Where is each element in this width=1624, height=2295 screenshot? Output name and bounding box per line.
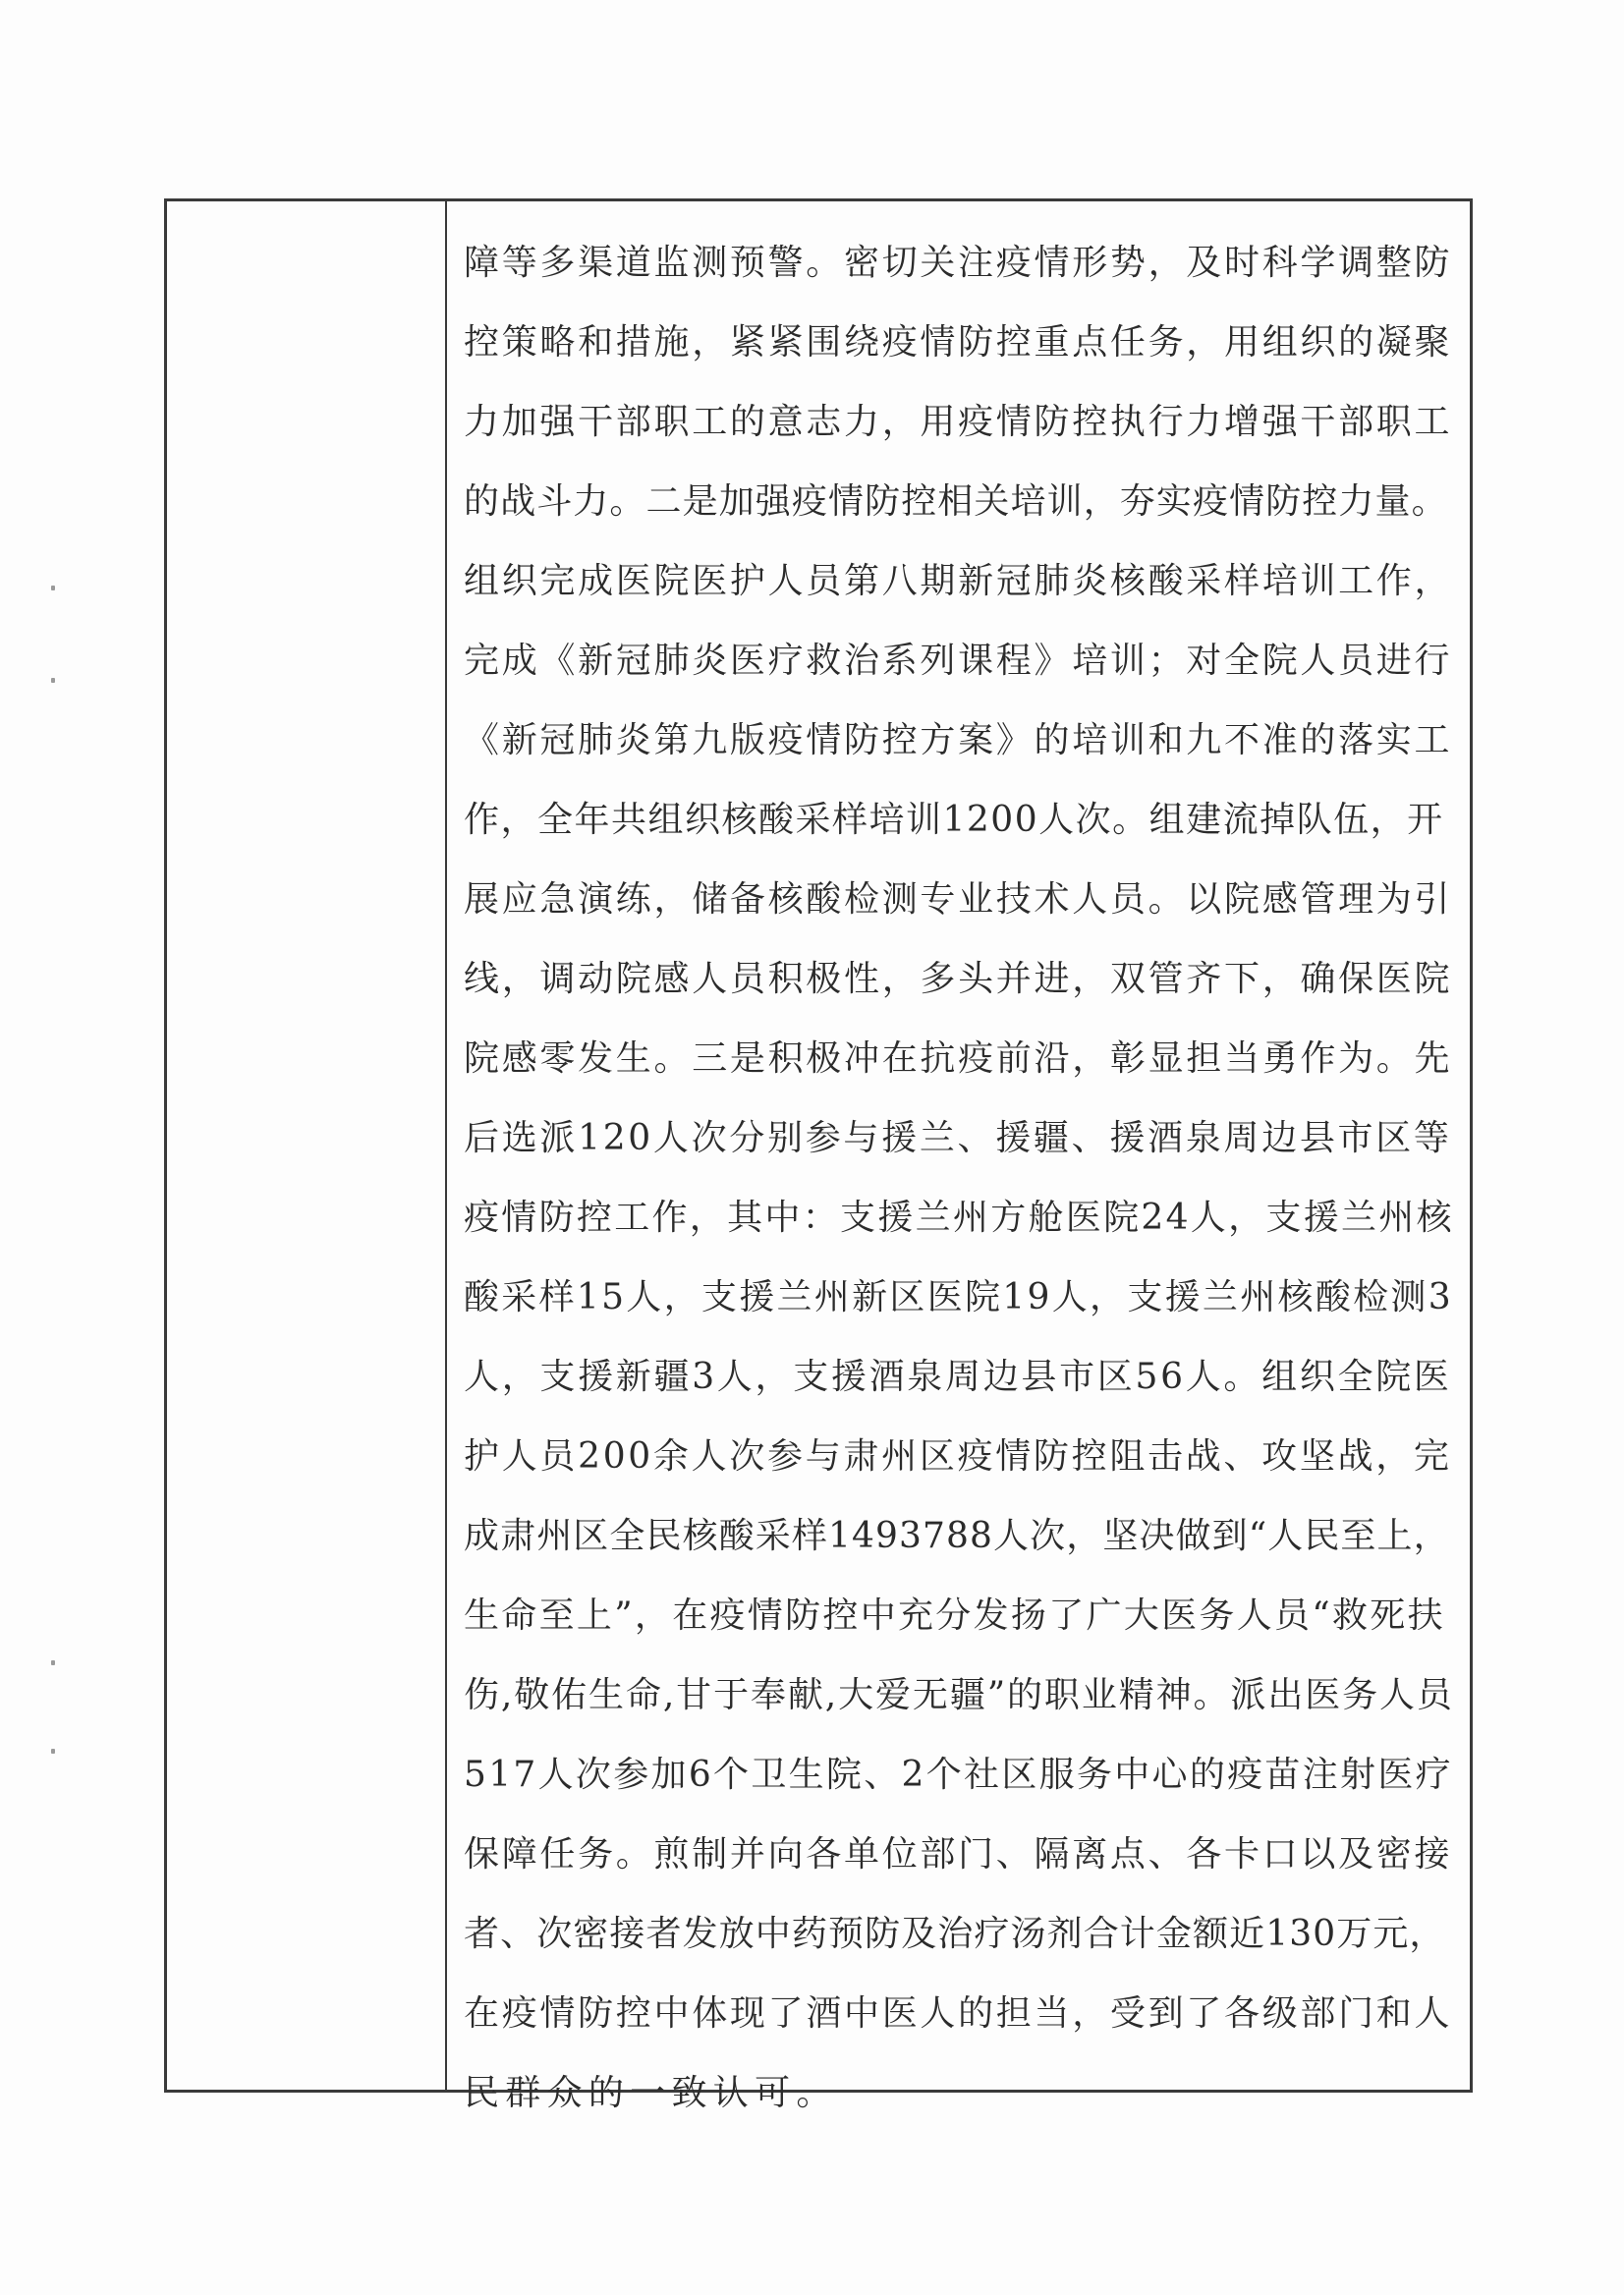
paragraph-line: 517人次参加6个卫生院、2个社区服务中心的疫苗注射医疗 [464, 1755, 1453, 1795]
scan-speck [51, 1749, 55, 1754]
paragraph-line: 护人员200余人次参与肃州区疫情防控阻击战、攻坚战，完 [464, 1436, 1452, 1477]
paragraph-line: 在疫情防控中体现了酒中医人的担当，受到了各级部门和人 [464, 1993, 1453, 2034]
paragraph-line: 者、次密接者发放中药预防及治疗汤剂合计金额近130万元， [464, 1914, 1446, 1954]
paragraph-line: 展应急演练，储备核酸检测专业技术人员。以院感管理为引 [464, 879, 1453, 920]
paragraph-line: 成肃州区全民核酸采样1493788人次，坚决做到“人民至上， [464, 1516, 1450, 1556]
paragraph-line: 院感零发生。三是积极冲在抗疫前沿，彰显担当勇作为。先 [464, 1038, 1453, 1079]
paragraph-line: 力加强干部职工的意志力，用疫情防控执行力增强干部职工 [464, 402, 1453, 442]
table-left-cell [167, 201, 445, 2090]
paragraph-line: 后选派120人次分别参与援兰、援疆、援酒泉周边县市区等 [464, 1118, 1452, 1158]
paragraph-line: 完成《新冠肺炎医疗救治系列课程》培训；对全院人员进行 [464, 641, 1453, 681]
column-divider [445, 201, 447, 2090]
paragraph-line: 人，支援新疆3人，支援酒泉周边县市区56人。组织全院医 [464, 1357, 1452, 1397]
paragraph-line: 民群众的一致认可。 [464, 2073, 838, 2113]
paragraph-line: 生命至上”，在疫情防控中充分发扬了广大医务人员“救死扶 [464, 1595, 1445, 1636]
paragraph-line: 线，调动院感人员积极性，多头并进，双管齐下，确保医院 [464, 959, 1453, 999]
scan-speck [51, 678, 55, 683]
paragraph-line: 作，全年共组织核酸采样培训1200人次。组建流掉队伍，开 [464, 800, 1444, 840]
paragraph-line: 酸采样15人，支援兰州新区医院19人，支援兰州核酸检测3 [464, 1277, 1453, 1317]
paragraph-line: 疫情防控工作，其中：支援兰州方舱医院24人，支援兰州核 [464, 1198, 1454, 1238]
paragraph-line: 障等多渠道监测预警。密切关注疫情形势，及时科学调整防 [464, 243, 1453, 283]
table-right-cell [448, 201, 1470, 2113]
paragraph-line: 保障任务。煎制并向各单位部门、隔离点、各卡口以及密接 [464, 1834, 1453, 1875]
paragraph-line: 《新冠肺炎第九版疫情防控方案》的培训和九不准的落实工 [464, 720, 1453, 760]
paragraph-line: 的战斗力。二是加强疫情防控相关培训，夯实疫情防控力量。 [464, 481, 1448, 522]
scan-speck [51, 1660, 55, 1665]
paragraph-line: 伤,敬佑生命,甘于奉献,大爱无疆”的职业精神。派出医务人员 [464, 1675, 1454, 1715]
scan-speck [51, 586, 55, 590]
paragraph-line: 组织完成医院医护人员第八期新冠肺炎核酸采样培训工作， [464, 561, 1453, 601]
paragraph-line: 控策略和措施，紧紧围绕疫情防控重点任务，用组织的凝聚 [464, 322, 1453, 363]
report-table [164, 198, 1473, 2113]
